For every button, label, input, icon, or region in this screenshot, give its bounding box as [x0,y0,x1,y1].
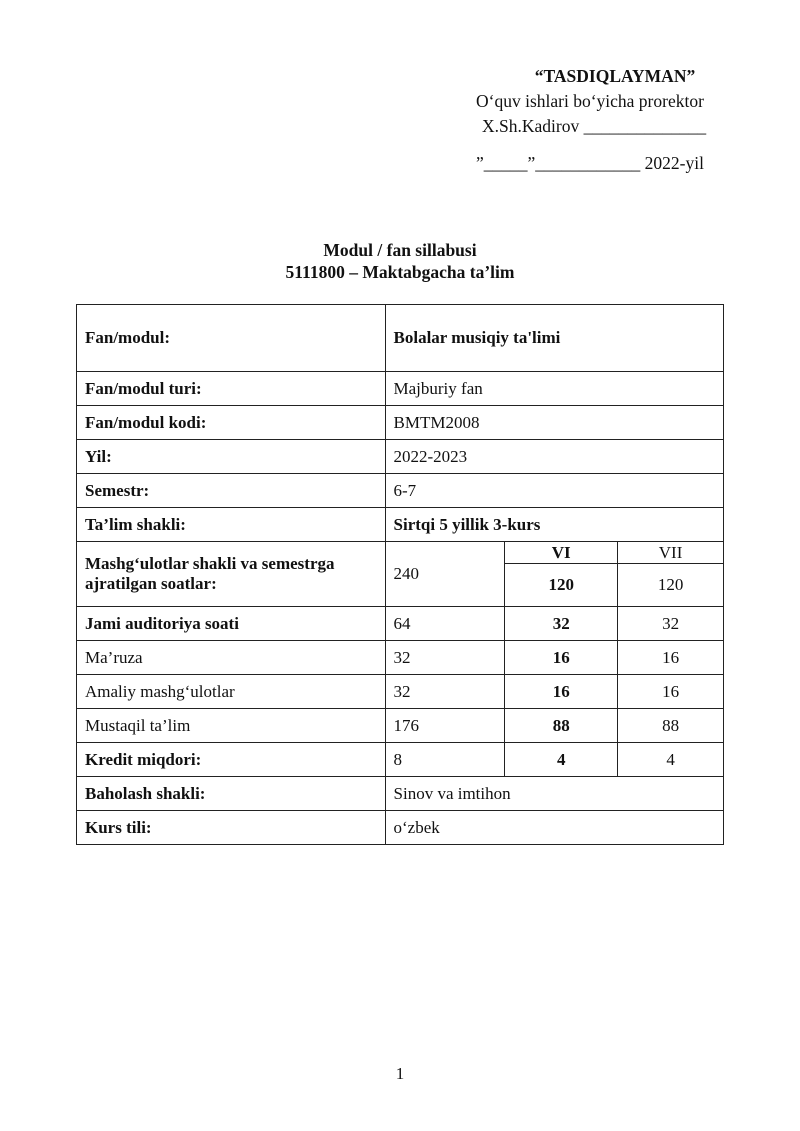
table-row [77,709,724,743]
year-label: Yil: [77,440,386,474]
row-vii: 4 [618,743,724,777]
type-label: Fan/modul turi: [77,372,386,406]
row-label: Amaliy mashg‘ulotlar [77,675,386,709]
code-value: BMTM2008 [385,406,723,440]
approval-signatory: X.Sh.Kadirov ______________ [482,116,707,136]
semester-value: 6-7 [385,474,723,508]
row-vi: 88 [505,709,618,743]
row-total: 64 [385,607,505,641]
row-label: Mustaqil ta’lim [77,709,386,743]
row-vi: 16 [505,641,618,675]
table-row [77,777,724,811]
language-value: o‘zbek [385,811,723,845]
hours-total: 240 [385,542,505,607]
row-total: 8 [385,743,505,777]
code-label: Fan/modul kodi: [77,406,386,440]
table-row [77,743,724,777]
type-value: Majburiy fan [385,372,723,406]
row-vii: 16 [618,641,724,675]
table-row [77,474,724,508]
row-vi: 4 [505,743,618,777]
table-row [77,440,724,474]
row-label: Kredit miqdori: [77,743,386,777]
title-line-2: 5111800 – Maktabgacha ta’lim [285,262,515,282]
row-total: 32 [385,675,505,709]
row-vii: 32 [618,607,724,641]
assessment-value: Sinov va imtihon [385,777,723,811]
hours-vii: 120 [618,564,724,607]
form-label: Ta’lim shakli: [77,508,386,542]
semester-vi-header: VI [505,542,618,564]
table-row [77,607,724,641]
semester-label: Semestr: [77,474,386,508]
row-vii: 16 [618,675,724,709]
row-label: Ma’ruza [77,641,386,675]
page-number: 1 [395,1064,405,1083]
row-vii: 88 [618,709,724,743]
assessment-label: Baholash shakli: [77,777,386,811]
row-vi: 16 [505,675,618,709]
row-vi: 32 [505,607,618,641]
approval-date: ”_____”____________ 2022-yil [476,153,704,173]
table-row [77,542,724,564]
approval-heading: “TASDIQLAYMAN” [534,66,696,86]
semester-vii-header: VII [618,542,724,564]
table-row [77,406,724,440]
row-total: 176 [385,709,505,743]
language-label: Kurs tili: [77,811,386,845]
hours-vi: 120 [505,564,618,607]
table-row [77,675,724,709]
document-title [0,239,800,283]
table-row [77,508,724,542]
approval-block [476,64,736,176]
form-value: Sirtqi 5 yillik 3-kurs [385,508,723,542]
module-value: Bolalar musiqiy ta'limi [385,305,723,372]
syllabus-table [76,304,724,845]
row-label: Jami auditoriya soati [77,607,386,641]
module-label: Fan/modul: [77,305,386,372]
table-row [77,641,724,675]
hours-label: Mashg‘ulotlar shakli va semestrga ajratilgan soatlar: [77,542,386,607]
table-row [77,305,724,372]
row-total: 32 [385,641,505,675]
table-row [77,372,724,406]
year-value: 2022-2023 [385,440,723,474]
title-line-1: Modul / fan sillabusi [323,240,477,260]
approval-position: O‘quv ishlari bo‘yicha prorektor [476,91,704,111]
table-row [77,811,724,845]
